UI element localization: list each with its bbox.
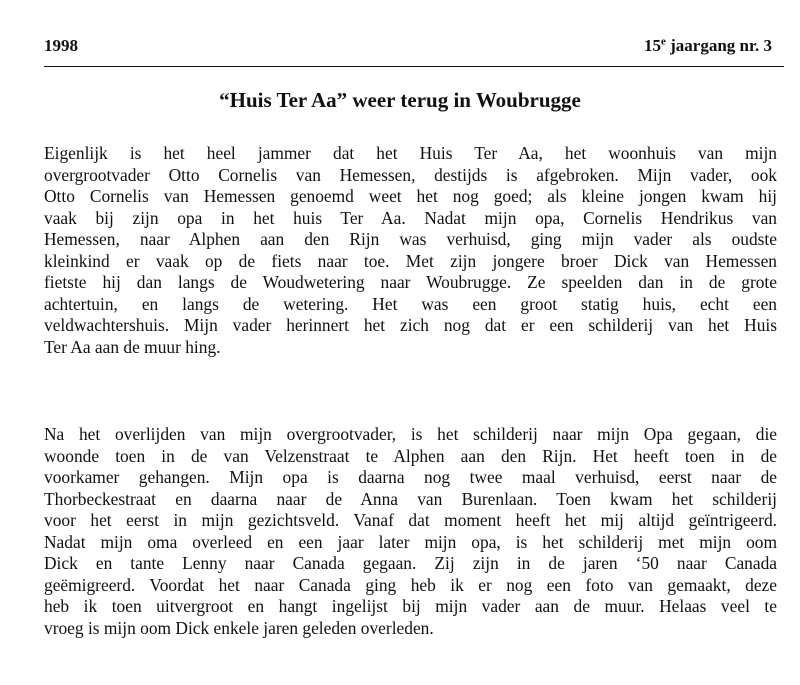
header-divider <box>44 66 784 67</box>
issue-suffix: jaargang nr. 3 <box>665 36 772 55</box>
paragraph-line: Otto Cornelis van Hemessen genoemd weet het nog goed; als kleine jongen kwam hij <box>44 186 777 206</box>
paragraph-line: vaak bij zijn opa in het huis Ter Aa. Nadat mijn opa, Cornelis Hendrikus van <box>44 207 777 228</box>
paragraph-line: heb ik toen uitvergroot en hangt ingelijst bij mijn vader aan de muur. Helaas veel te <box>44 596 777 616</box>
paragraph-1 <box>44 143 777 358</box>
paragraph-line: Na het overlijden van mijn overgrootvader, is het schilderij naar mijn Opa gegaan, die <box>44 424 777 444</box>
paragraph-line: Hemessen, naar Alphen aan den Rijn was verhuisd, ging mijn vader als oudste <box>44 229 777 249</box>
paragraph-line: veldwachtershuis. Mijn vader herinnert het zich nog dat er een schilderij van het Huis <box>44 315 777 335</box>
paragraph-line: vroeg is mijn oom Dick enkele jaren geleden overleden. <box>44 617 434 638</box>
paragraph-line: kleinkind er vaak op de fiets naar toe. Met zijn jongere broer Dick van Hemessen <box>44 250 777 271</box>
issue-superscript: e <box>661 35 666 48</box>
paragraph-line: Dick en tante Lenny naar Canada gegaan. Zij zijn in de jaren ‘50 naar Canada <box>44 553 777 573</box>
paragraph-line: woonde toen in de van Velzenstraat te Alphen aan den Rijn. Het heeft toen in de <box>44 445 777 466</box>
header-year: 1998 <box>44 36 78 55</box>
paragraph-line: overgrootvader Otto Cornelis van Hemessen, destijds is afgebroken. Mijn vader, ook <box>44 164 777 185</box>
header-issue <box>644 36 772 56</box>
paragraph-line: Ter Aa aan de muur hing. <box>44 336 221 357</box>
paragraph-line: Eigenlijk is het heel jammer dat het Huis Ter Aa, het woonhuis van mijn <box>44 143 777 163</box>
paragraph-line: voor het eerst in mijn gezichtsveld. Vanaf dat moment heeft het mij altijd geïntrigeerd. <box>44 510 777 530</box>
paragraph-line: voorkamer gehangen. Mijn opa is daarna nog twee maal verhuisd, eerst naar de <box>44 467 777 487</box>
issue-number: 15 <box>644 36 661 55</box>
paragraph-line: geëmigreerd. Voordat het naar Canada ging heb ik er nog een foto van gemaakt, deze <box>44 574 777 595</box>
paragraph-line: achtertuin, en langs de wetering. Het was een groot statig huis, echt een <box>44 293 777 314</box>
paragraph-line: fietste hij dan langs de Woudwetering naar Woubrugge. Ze speelden dan in de grote <box>44 272 777 292</box>
article-title: “Huis Ter Aa” weer terug in Woubrugge <box>219 88 581 112</box>
paragraph-line: Nadat mijn oma overleed en een jaar later mijn opa, is het schilderij met mijn oom <box>44 531 777 552</box>
paragraph-line: Thorbeckestraat en daarna naar de Anna van Burenlaan. Toen kwam het schilderij <box>44 488 777 509</box>
paragraph-2 <box>44 424 777 639</box>
